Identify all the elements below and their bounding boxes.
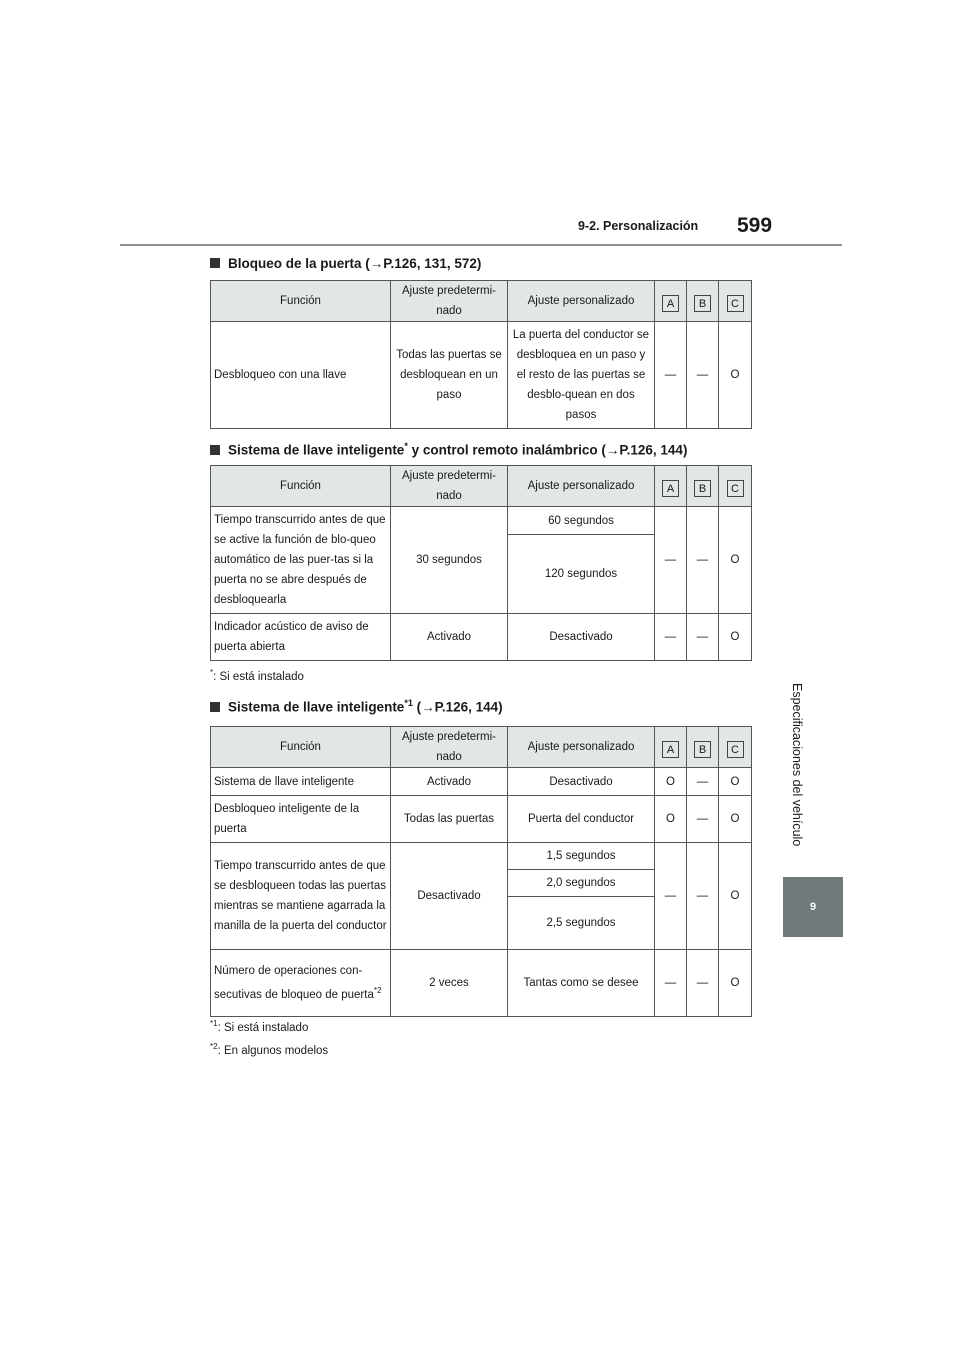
cell-c: O (719, 614, 752, 661)
col-a-box: A (662, 480, 679, 497)
cell-c: O (719, 796, 752, 843)
col-personalizado: Ajuste personalizado (508, 466, 655, 507)
square-bullet-icon (210, 702, 220, 712)
section-title-text: y control remoto inalámbrico (→P.126, 144) (407, 442, 688, 458)
section-title-door-lock (210, 256, 481, 271)
cell-a: — (655, 322, 687, 429)
col-funcion: Función (211, 466, 391, 507)
col-a (655, 727, 687, 768)
col-b (687, 727, 719, 768)
col-b (687, 466, 719, 507)
table-header-row (211, 281, 752, 322)
cell-predeterminado: 2 veces (391, 950, 508, 1017)
footnote-mark: *2 (373, 986, 382, 996)
footnote-mark: *1 (404, 698, 413, 708)
cell-b: — (687, 843, 719, 950)
header-rule (120, 244, 842, 246)
cell-predeterminado: Todas las puertas se desbloquean en un paso (391, 322, 508, 429)
col-c (719, 466, 752, 507)
section-title-smart-key-remote (210, 441, 687, 458)
footnote-text: : Si está instalado (217, 1021, 309, 1034)
table-header-row (211, 466, 752, 507)
table-door-lock (210, 280, 752, 429)
cell-a: — (655, 950, 687, 1017)
table-smart-key (210, 726, 752, 1017)
cell-a: — (655, 614, 687, 661)
cell-funcion: Tiempo transcurrido antes de que se desbloqueen todas las puertas mientras se mantiene agarrada la manilla de la puerta del conductor (211, 843, 391, 950)
square-bullet-icon (210, 445, 220, 455)
cell-b: — (687, 768, 719, 796)
cell-predeterminado: Desactivado (391, 843, 508, 950)
table-row (211, 507, 752, 535)
cell-funcion: Desbloqueo con una llave (211, 322, 391, 429)
footnote-text: : Si está instalado (213, 670, 304, 683)
cell-predeterminado: Todas las puertas (391, 796, 508, 843)
cell-predeterminado: Activado (391, 614, 508, 661)
table-row (211, 322, 752, 429)
col-b-box: B (694, 480, 711, 497)
cell-c: O (719, 950, 752, 1017)
table-header-row (211, 727, 752, 768)
cell-a: — (655, 507, 687, 614)
col-b (687, 281, 719, 322)
side-chapter-text: Especificaciones del vehículo (790, 683, 804, 847)
col-c-box: C (727, 480, 744, 497)
cell-personalizado: 2,5 segundos (508, 897, 655, 950)
cell-predeterminado: 30 segundos (391, 507, 508, 614)
col-a (655, 466, 687, 507)
cell-c: O (719, 322, 752, 429)
section-header: 9-2. Personalización (578, 219, 699, 233)
section-title-text: Sistema de llave inteligente (228, 442, 405, 458)
cell-b: — (687, 322, 719, 429)
cell-a: — (655, 843, 687, 950)
col-personalizado: Ajuste personalizado (508, 727, 655, 768)
section-title-smart-key (210, 698, 503, 715)
col-predeterminado: Ajuste predetermi-nado (391, 466, 508, 507)
cell-funcion-text: Número de operaciones con-secutivas de bloqueo de puerta (214, 965, 374, 1001)
footnote (210, 1042, 328, 1057)
cell-b: — (687, 796, 719, 843)
col-funcion: Función (211, 727, 391, 768)
table-row (211, 843, 752, 870)
table-row (211, 614, 752, 661)
cell-a: O (655, 768, 687, 796)
footnote-mark: *2 (210, 1042, 218, 1051)
col-a-box: A (662, 295, 679, 312)
col-c (719, 281, 752, 322)
footnote-text: : En algunos modelos (217, 1044, 329, 1057)
table-row (211, 768, 752, 796)
footnote-mark: * (404, 441, 408, 451)
table-row (211, 950, 752, 1017)
square-bullet-icon (210, 258, 220, 268)
col-a (655, 281, 687, 322)
footnote (210, 1019, 308, 1034)
section-title-text: Bloqueo de la puerta (→P.126, 131, 572) (228, 256, 482, 271)
cell-c: O (719, 843, 752, 950)
side-chapter-label (784, 660, 810, 870)
table-smart-key-remote (210, 465, 752, 661)
col-personalizado: Ajuste personalizado (508, 281, 655, 322)
cell-funcion (211, 950, 391, 1017)
cell-b: — (687, 950, 719, 1017)
cell-personalizado: Tantas como se desee (508, 950, 655, 1017)
col-b-box: B (694, 741, 711, 758)
chapter-tab: 9 (783, 877, 843, 937)
cell-a: O (655, 796, 687, 843)
cell-funcion: Indicador acústico de aviso de puerta abierta (211, 614, 391, 661)
section-title-text: Sistema de llave inteligente (228, 699, 405, 715)
col-a-box: A (662, 741, 679, 758)
page-number: 599 (737, 214, 773, 237)
col-b-box: B (694, 295, 711, 312)
cell-predeterminado: Activado (391, 768, 508, 796)
cell-personalizado: 60 segundos (508, 507, 655, 535)
col-predeterminado: Ajuste predetermi-nado (391, 281, 508, 322)
col-c-box: C (727, 741, 744, 758)
cell-b: — (687, 507, 719, 614)
cell-personalizado: 2,0 segundos (508, 870, 655, 897)
col-funcion: Función (211, 281, 391, 322)
footnote (210, 668, 304, 683)
col-c-box: C (727, 295, 744, 312)
cell-personalizado: 1,5 segundos (508, 843, 655, 870)
cell-personalizado: La puerta del conductor se desbloquea en un paso y el resto de las puertas se desblo-quean en dos pasos (508, 322, 655, 429)
cell-personalizado: Desactivado (508, 768, 655, 796)
cell-funcion: Tiempo transcurrido antes de que se active la función de blo-queo automático de las puer-tas si la puerta no se abre después de desbloquearla (211, 507, 391, 614)
cell-c: O (719, 768, 752, 796)
col-c (719, 727, 752, 768)
section-title-text: (→P.126, 144) (412, 699, 503, 715)
cell-personalizado: 120 segundos (508, 535, 655, 614)
cell-funcion: Desbloqueo inteligente de la puerta (211, 796, 391, 843)
footnote-mark: *1 (210, 1019, 218, 1028)
cell-c: O (719, 507, 752, 614)
cell-personalizado: Desactivado (508, 614, 655, 661)
cell-personalizado: Puerta del conductor (508, 796, 655, 843)
col-predeterminado: Ajuste predetermi-nado (391, 727, 508, 768)
cell-funcion: Sistema de llave inteligente (211, 768, 391, 796)
cell-b: — (687, 614, 719, 661)
footnote-mark: * (210, 668, 214, 677)
table-row (211, 796, 752, 843)
